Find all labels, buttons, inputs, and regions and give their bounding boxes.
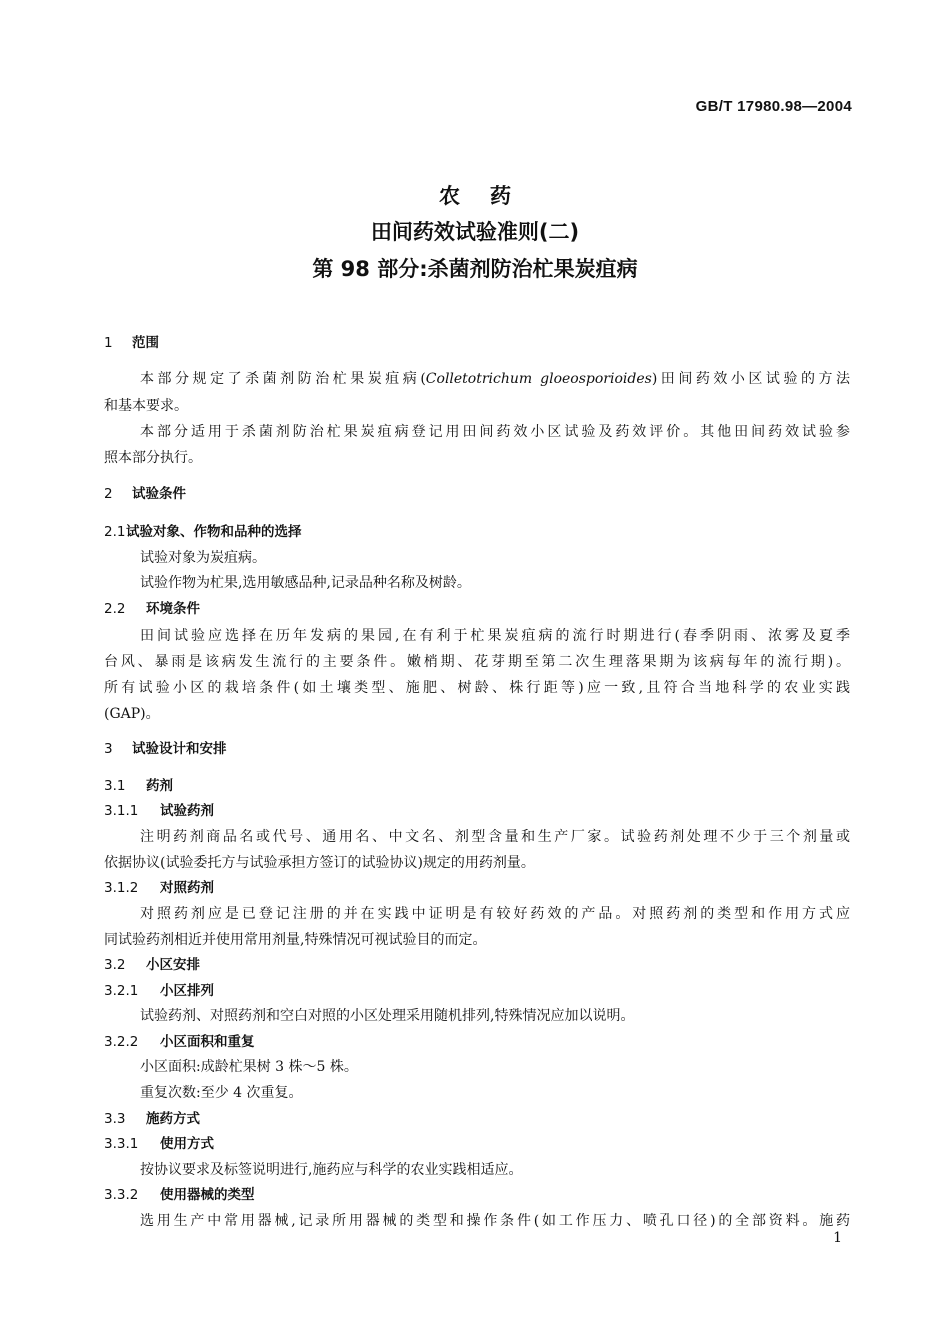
section-3-3-heading: 3.3 施药方式 (104, 1111, 200, 1127)
section-2-2-heading: 2.2 环境条件 (104, 601, 200, 617)
section-2-1-heading: 2.1试验对象、作物和品种的选择 (104, 524, 302, 540)
paragraph-line: 试验药剂、对照药剂和空白对照的小区处理采用随机排列,特殊情况应加以说明。 (140, 1008, 635, 1024)
section-3-2-heading: 3.2 小区安排 (104, 957, 200, 973)
paragraph-line: 按协议要求及标签说明进行,施药应与科学的农业实践相适应。 (140, 1162, 523, 1178)
paragraph-line: 照本部分执行。 (104, 450, 202, 466)
section-3-heading: 3 试验设计和安排 (104, 741, 227, 757)
paragraph-line: 重复次数:至少 4 次重复。 (140, 1085, 303, 1101)
section-number: 1 (104, 335, 113, 351)
paragraph-line: 小区面积:成龄杧果树 3 株～5 株。 (140, 1059, 358, 1075)
paragraph-line: 对照药剂应是已登记注册的并在实践中证明是有较好药效的产品。对照药剂的类型和作用方式应 (140, 906, 850, 922)
paragraph: 本部分规定了杀菌剂防治杧果炭疽病(Colletotrichum gloeosporioides)田间药效小区试验的方法 (140, 371, 851, 387)
paragraph-line: 和基本要求。 (104, 398, 188, 414)
section-title: 范围 (132, 335, 159, 351)
section-3-1-1-heading: 3.1.1 试验药剂 (104, 803, 214, 819)
standard-number: GB/T 17980.98—2004 (695, 98, 852, 115)
title-line-3: 第 98 部分:杀菌剂防治杧果炭疽病 (312, 257, 638, 281)
section-1-heading (104, 330, 159, 356)
latin-name: Colletotrichum gloeosporioides (425, 371, 652, 387)
paragraph-line: 选用生产中常用器械,记录所用器械的类型和操作条件(如工作压力、喷孔口径)的全部资料。施药 (140, 1213, 850, 1229)
section-3-3-2-heading: 3.3.2 使用器械的类型 (104, 1187, 255, 1203)
section-3-1-2-heading: 3.1.2 对照药剂 (104, 880, 214, 896)
title-line-2: 田间药效试验准则(二) (370, 220, 580, 244)
title-line-1: 农药 (439, 184, 541, 208)
paragraph-line: 本部分适用于杀菌剂防治杧果炭疽病登记用田间药效小区试验及药效评价。其他田间药效试验参 (140, 424, 850, 440)
section-3-2-2-heading: 3.2.2 小区面积和重复 (104, 1034, 255, 1050)
paragraph-line: 试验作物为杧果,选用敏感品种,记录品种名称及树龄。 (140, 575, 471, 591)
page-number: 1 (833, 1230, 842, 1246)
paragraph-line: 注明药剂商品名或代号、通用名、中文名、剂型含量和生产厂家。试验药剂处理不少于三个剂量或 (140, 829, 850, 845)
paragraph-line: 同试验药剂相近并使用常用剂量,特殊情况可视试验目的而定。 (104, 932, 487, 948)
section-3-1-heading: 3.1 药剂 (104, 778, 173, 794)
section-3-3-1-heading: 3.3.1 使用方式 (104, 1136, 214, 1152)
section-3-2-1-heading: 3.2.1 小区排列 (104, 983, 214, 999)
paragraph-line: 台风、暴雨是该病发生流行的主要条件。嫩梢期、花芽期至第二次生理落果期为该病每年的流行期)。 (104, 654, 850, 670)
paragraph-line: 试验对象为炭疽病。 (140, 550, 266, 566)
paragraph-line: (GAP)。 (104, 706, 160, 722)
section-2-heading: 2 试验条件 (104, 486, 186, 502)
paragraph-line: 田间试验应选择在历年发病的果园,在有利于杧果炭疽病的流行时期进行(春季阴雨、浓雾及夏季 (140, 628, 850, 644)
paragraph-line: 依据协议(试验委托方与试验承担方签订的试验协议)规定的用药剂量。 (104, 855, 535, 871)
paragraph-line: 所有试验小区的栽培条件(如土壤类型、施肥、树龄、株行距等)应一致,且符合当地科学的农业实践 (104, 680, 850, 696)
